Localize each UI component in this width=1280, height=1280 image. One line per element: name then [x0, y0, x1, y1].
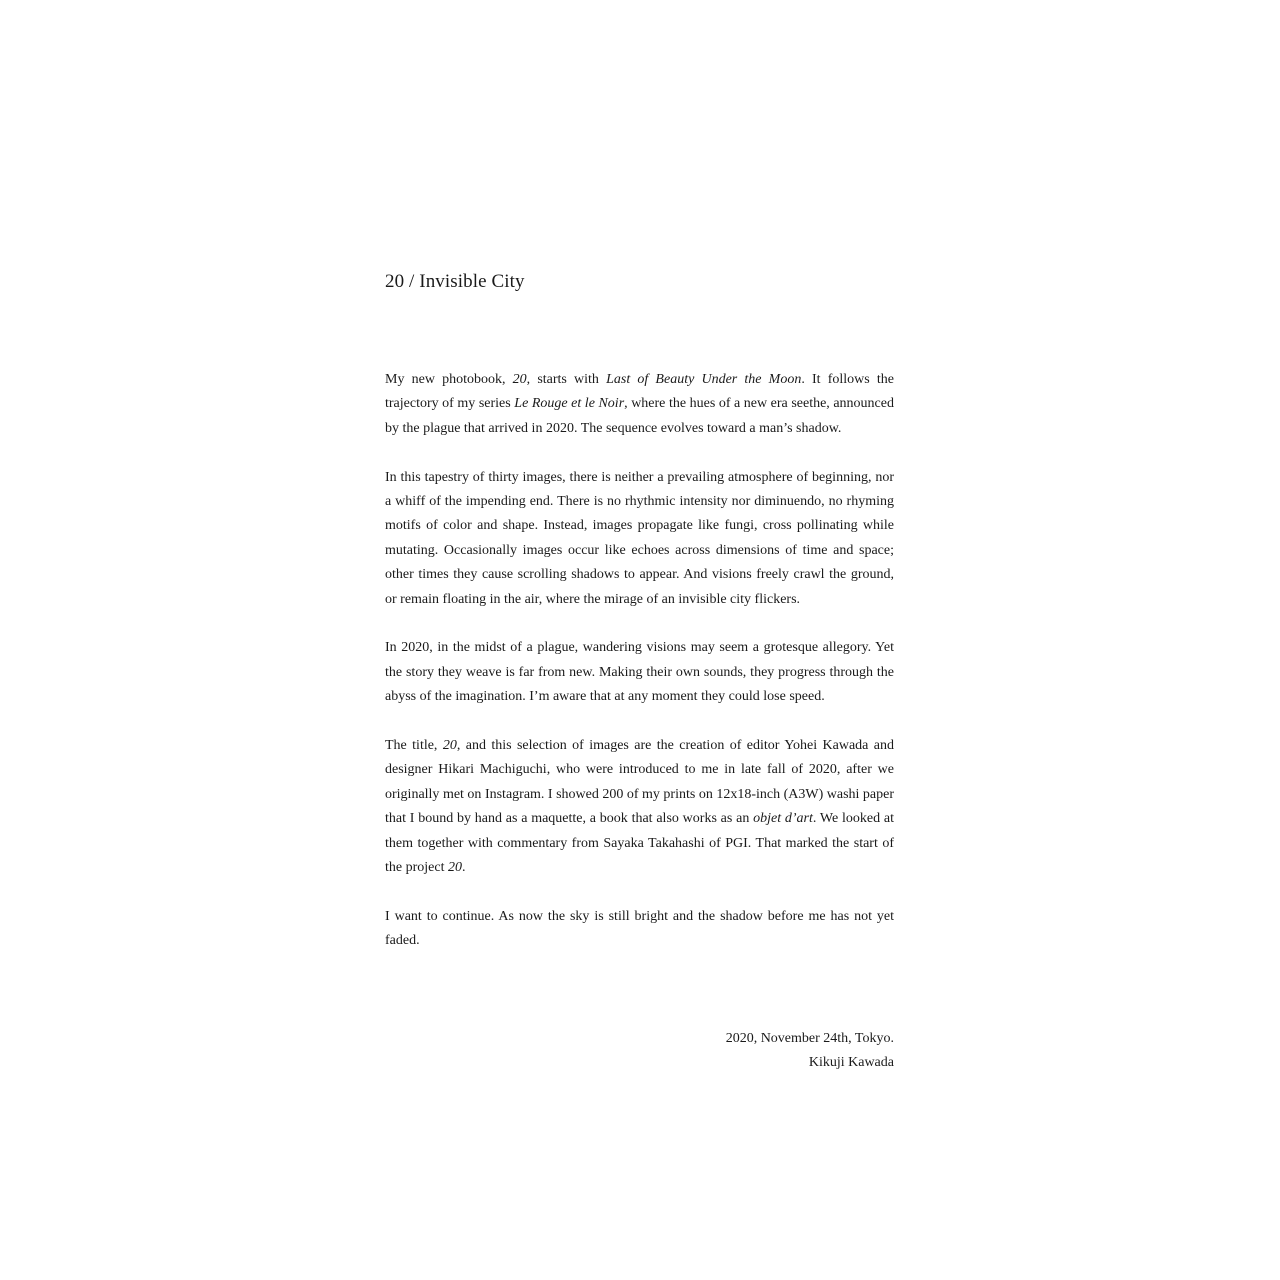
italic-series-title: Last of Beauty Under the Moon — [606, 372, 802, 387]
paragraph-4 — [385, 734, 894, 880]
paragraph-text: In 2020, in the midst of a plague, wandering visions may seem a grotesque allegory. Yet the story they weave is far from new. Making their own sounds, they progress through the abyss of the imagination. I’m aware that at any moment they could lose speed. — [385, 640, 894, 705]
italic-series-title: Le Rouge et le Noir — [514, 396, 625, 412]
paragraph-text: My new photobook, — [385, 372, 513, 387]
paragraph-text: , starts with — [526, 372, 607, 387]
paragraph-1 — [385, 368, 894, 441]
italic-title-20: 20 — [442, 738, 457, 754]
paragraph-text: The title, — [385, 738, 443, 754]
signature-block — [385, 1027, 894, 1076]
document-body — [385, 368, 894, 954]
paragraph-text: . It follows the trajectory of my series — [385, 372, 894, 412]
signature-author: Kikuji Kawada — [808, 1055, 894, 1071]
document-page — [385, 268, 894, 1076]
paragraph-text: , where the hues of a new era seethe, announced by the plague that arrived in 2020. The sequence evolves toward a man’s shadow. — [385, 396, 894, 436]
paragraph-text: . — [461, 860, 466, 876]
paragraph-3 — [385, 636, 894, 709]
signature-date-place: 2020, November 24th, Tokyo. — [725, 1030, 894, 1046]
document-title: 20 / Invisible City — [385, 271, 525, 292]
paragraph-5 — [385, 905, 894, 954]
paragraph-text: In this tapestry of thirty images, there is neither a prevailing atmosphere of beginning, nor a whiff of the impending end. There is no rhythmic intensity nor diminuendo, no rhyming motifs of color and shape. Instead, images propagate like fungi, cross pollinating while mutating. Occasionally images occur like echoes across dimensions of time and space; other times they cause scrolling shadows to appear. And visions freely crawl the ground, or remain floating in the air, where the mirage of an invisible city flickers. — [385, 469, 894, 607]
paragraph-text: I want to continue. As now the sky is still bright and the shadow before me has not yet faded. — [385, 908, 894, 949]
paragraph-2 — [385, 466, 894, 612]
italic-title-20: 20 — [447, 860, 462, 876]
italic-title-20: 20 — [512, 372, 527, 387]
italic-phrase: objet d’art — [753, 811, 813, 827]
paragraph-text: . We looked at them together with commentary from Sayaka Takahashi of PGI. That marked the start of the project — [385, 811, 894, 876]
paragraph-text: , and this selection of images are the creation of editor Yohei Kawada and designer Hikari Machiguchi, who were introduced to me in late fall of 2020, after we originally met on Instagram. I showed 200 of my prints on 12x18-inch (A3W) washi paper that I bound by hand as a maquette, a book that also works as an — [385, 738, 894, 827]
